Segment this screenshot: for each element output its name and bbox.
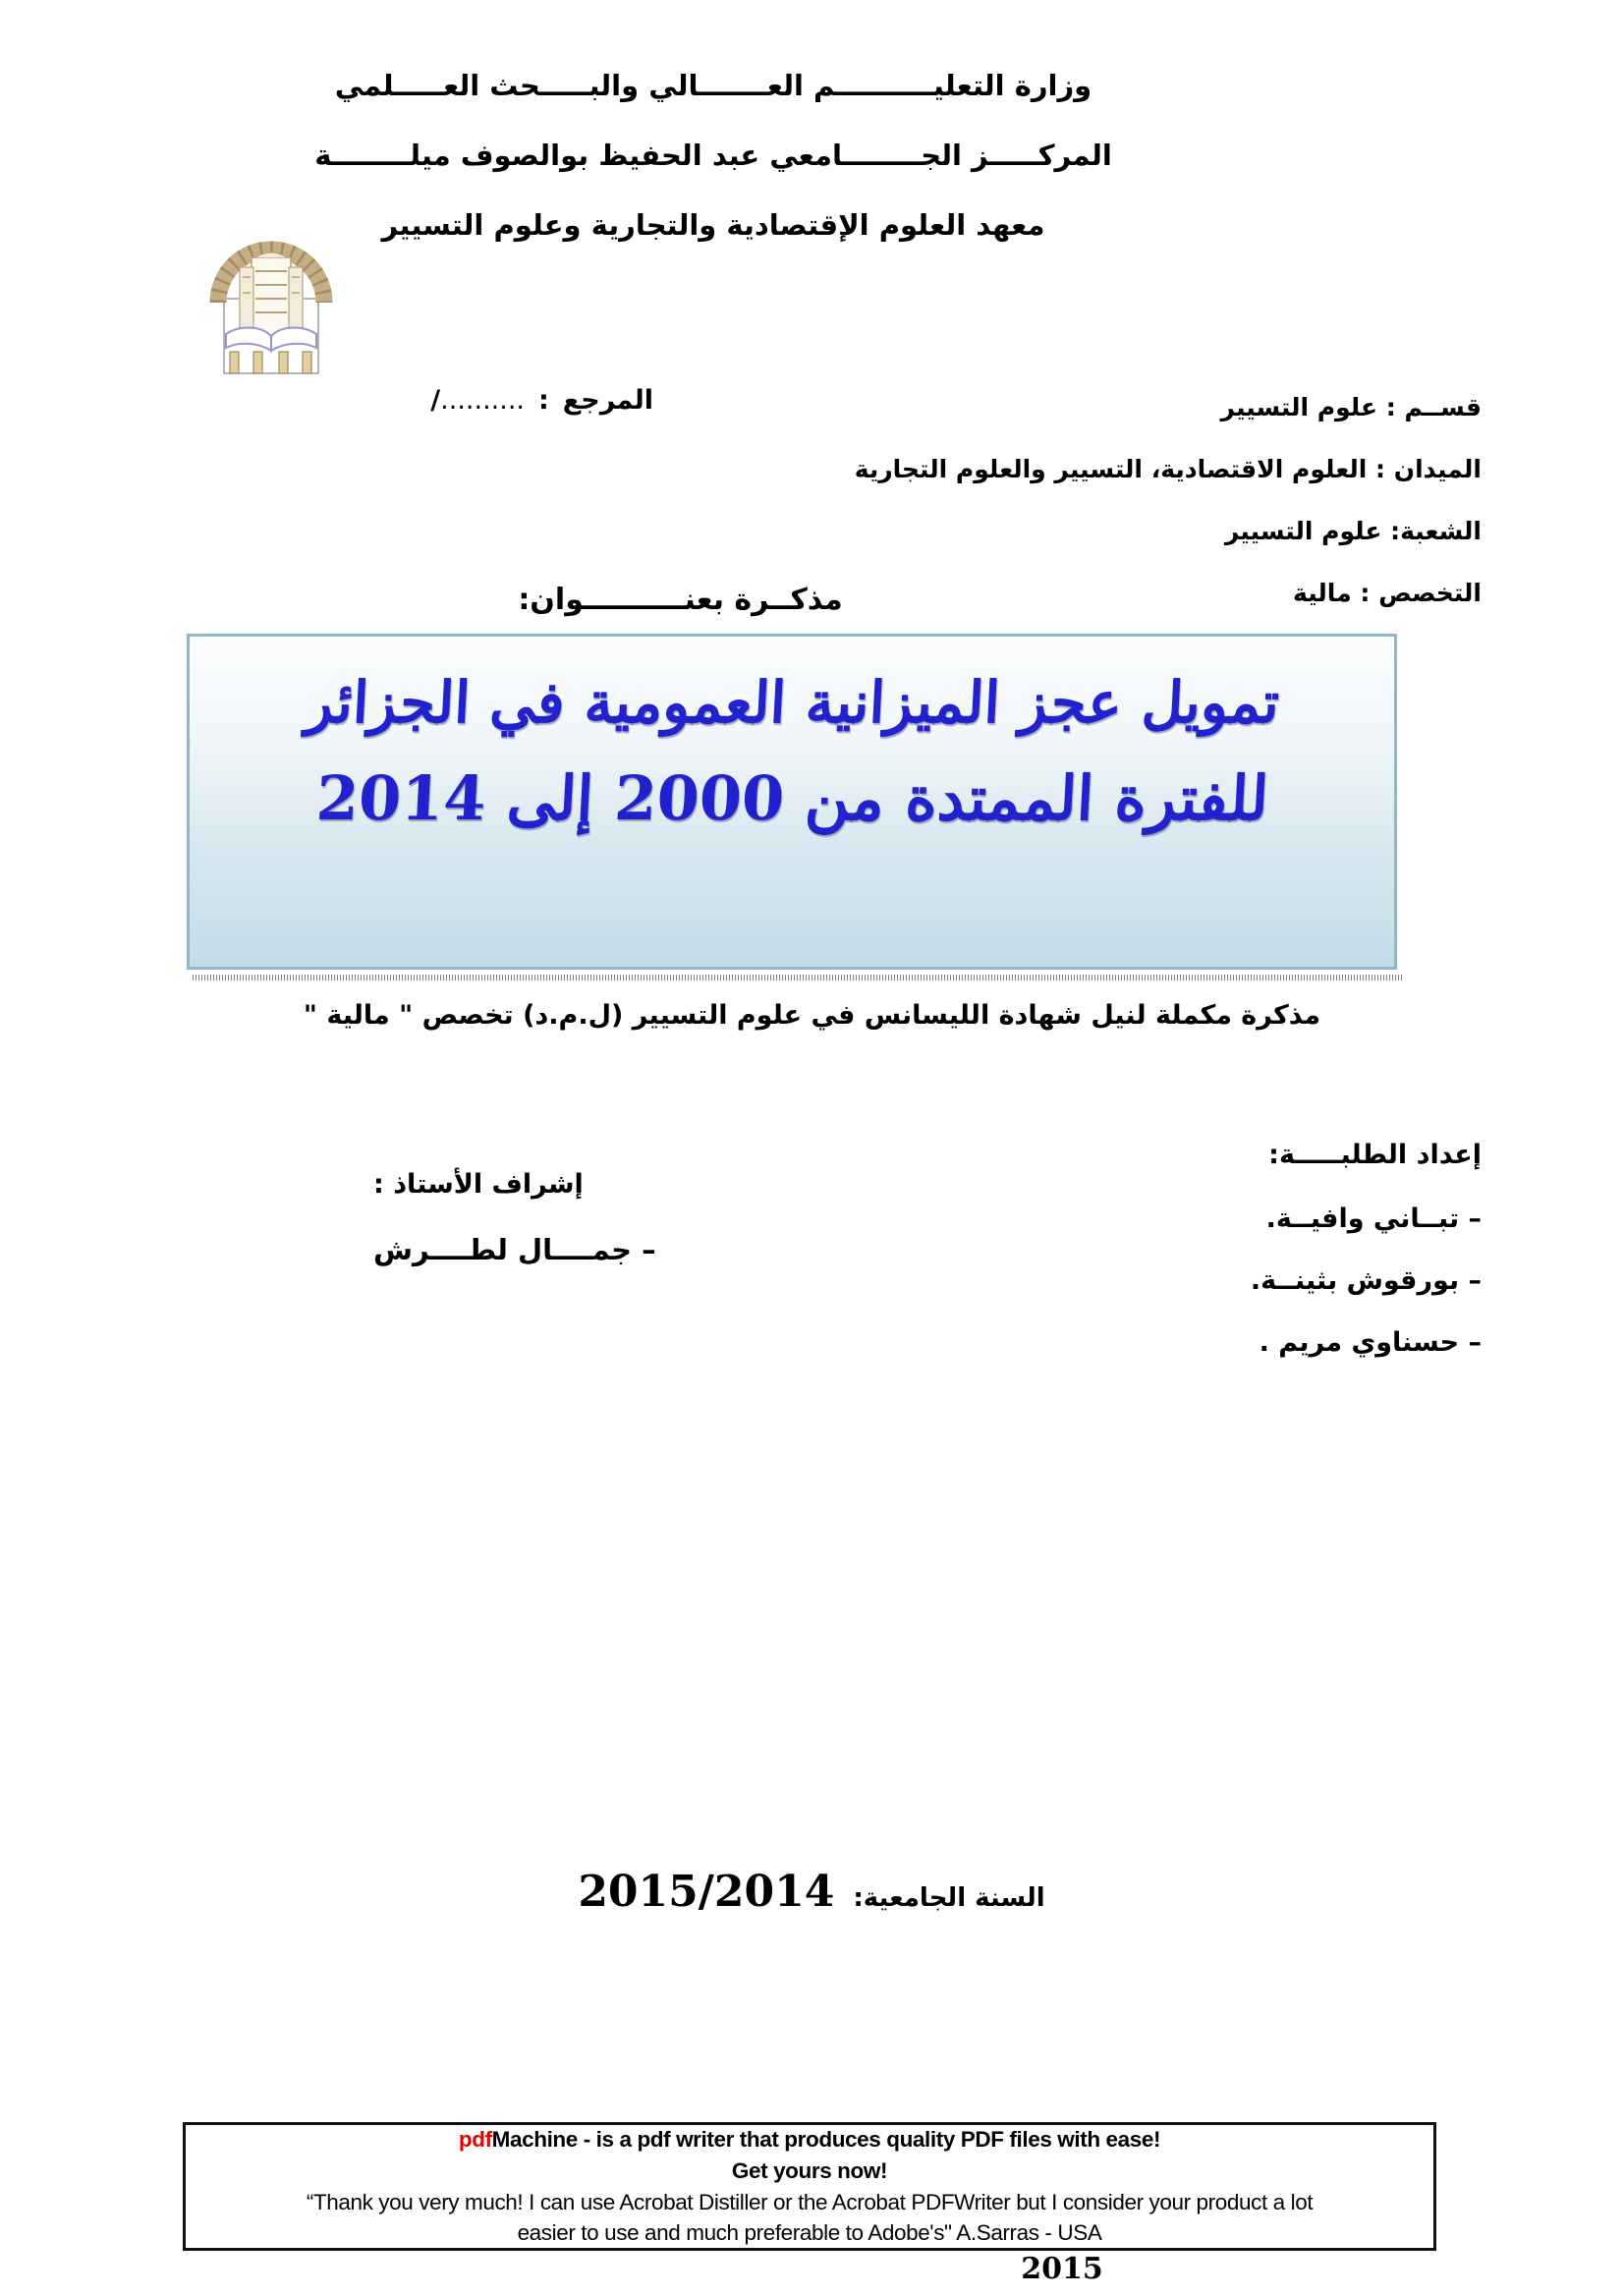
reference-label: المرجع [562, 385, 653, 416]
degree-subtitle: مذكرة مكملة لنيل شهادة الليسانس في علوم التسيير (ل.م.د) تخصص " مالية " [303, 1000, 1321, 1031]
institute-line: معهد العلوم الإقتصادية والتجارية وعلوم التسيير [381, 208, 1045, 242]
emblem-graphic [195, 220, 348, 375]
pdfmachine-cta: Get yours now! [731, 2157, 888, 2183]
thesis-title-line-2: للفترة الممتدة من 2000 إلى 2014 [313, 761, 1270, 834]
pdfmachine-headline [459, 2124, 1160, 2156]
academic-year-line [35, 1867, 1588, 1917]
supervisor-name: – جمــــال لطــــرش [373, 1233, 656, 1266]
students-block [1251, 1140, 1482, 1358]
student-name: – بورقوش بثينــة. [1250, 1265, 1482, 1296]
reference-dots: .......... [440, 385, 525, 416]
reference-slash: / [430, 385, 441, 416]
thesis-title-line-1: تمويل عجز الميزانية العمومية في الجزائر [303, 669, 1281, 736]
student-name: – تبــاني وافيــة. [1265, 1204, 1482, 1234]
academic-year-value: 2015/2014 [578, 1867, 835, 1917]
university-center-line: المركـــــز الجــــــــامعي عبد الحفيظ بوالصوف ميلــــــــة [314, 139, 1112, 172]
title-box-shadow [193, 975, 1403, 980]
branch-line: الشعبة: علوم التسيير [1224, 517, 1482, 545]
reference-colon: : [537, 385, 549, 416]
academic-year-label: السنة الجامعية: [853, 1883, 1045, 1913]
specialty-line: التخصص : مالية [1293, 579, 1482, 607]
ministry-line: وزارة التعليــــــــــم العـــــــالي والبـــــحث العـــــلمي [334, 69, 1092, 102]
supervisor-block [373, 1169, 698, 1266]
pdfmachine-testimonial: “Thank you very much! I can use Acrobat Distiller or the Acrobat PDFWriter but I consider your product a lot easier to use and much preferable to Adobe's" A.Sarras - USA [306, 2189, 1314, 2246]
field-line: الميدان : العلوم الاقتصادية، التسيير والعلوم التجارية [854, 455, 1482, 483]
pdfmachine-watermark-box [183, 2122, 1436, 2251]
thesis-title-box [187, 634, 1397, 970]
supervisor-heading: إشراف الأستاذ : [373, 1169, 584, 1200]
reference-year: 2015 [1021, 2252, 1103, 2286]
students-heading: إعداد الطلبـــــة: [1268, 1140, 1482, 1170]
university-emblem-logo [195, 220, 348, 375]
department-line: قســم : علوم التسيير [1220, 393, 1482, 421]
student-name: – حسناوي مريم . [1259, 1327, 1482, 1358]
pdfmachine-brand-red: pdf [458, 2126, 492, 2152]
pdfmachine-headline-rest: Machine - is a pdf writer that produces quality PDF files with ease! [491, 2126, 1161, 2152]
memo-caption: مذكــرة بعنــــــــــوان: [518, 583, 843, 617]
